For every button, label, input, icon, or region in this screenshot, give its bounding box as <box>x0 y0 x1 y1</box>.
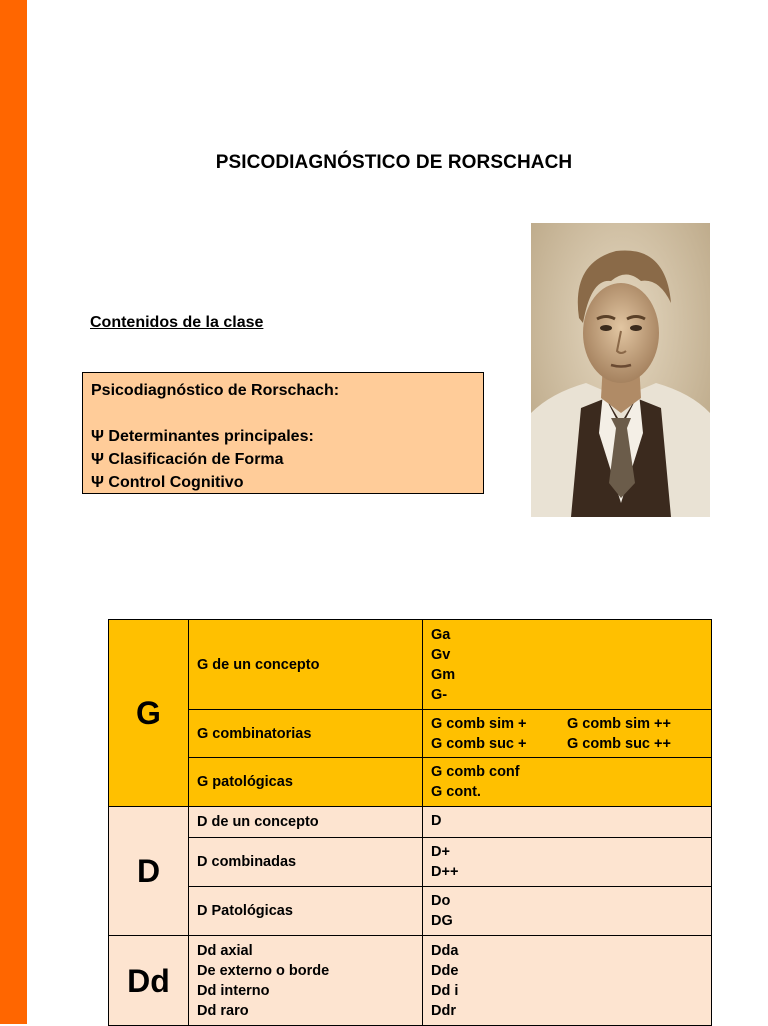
code-item: G cont. <box>431 784 481 800</box>
contents-box <box>82 372 484 494</box>
row-codes <box>423 710 712 758</box>
row-codes <box>423 807 712 838</box>
code-item: DG <box>431 913 453 929</box>
contents-item: Ψ Control Cognitivo <box>91 474 244 491</box>
category-label-g: G <box>109 620 189 807</box>
desc-item: Dd axial <box>197 942 253 959</box>
table-row <box>109 710 712 758</box>
row-codes <box>423 758 712 807</box>
table-row <box>109 758 712 807</box>
row-description: D Patológicas <box>189 887 423 936</box>
code-item: G- <box>431 686 448 703</box>
desc-item: De externo o borde <box>197 962 330 979</box>
code-item: D++ <box>431 864 459 880</box>
page-title: PSICODIAGNÓSTICO DE RORSCHACH <box>215 152 573 173</box>
row-description <box>189 936 423 1026</box>
row-codes <box>423 936 712 1026</box>
code-item: Dde <box>431 962 459 979</box>
row-description: G de un concepto <box>189 620 423 710</box>
table-row <box>109 838 712 887</box>
contents-box-heading: Psicodiagnóstico de Rorschach: <box>91 382 340 399</box>
code-item: Gv <box>431 646 451 663</box>
category-label-d: D <box>109 807 189 936</box>
code-item: Ga <box>431 626 451 643</box>
portrait-illustration <box>531 223 710 517</box>
contents-heading: Contenidos de la clase <box>90 314 264 331</box>
row-codes <box>423 838 712 887</box>
row-codes <box>423 887 712 936</box>
row-description: G combinatorias <box>189 710 423 758</box>
row-description: D de un concepto <box>189 807 423 838</box>
row-codes <box>423 620 712 710</box>
code-item: Gm <box>431 666 456 683</box>
code-item: Dd i <box>431 982 459 999</box>
code-item: Dda <box>431 942 459 959</box>
row-description: D combinadas <box>189 838 423 887</box>
contents-item: Ψ Clasificación de Forma <box>91 451 284 468</box>
code-item: G comb suc + <box>431 735 527 752</box>
desc-item: Dd interno <box>197 982 270 999</box>
localization-table <box>108 619 712 1026</box>
table-row <box>109 807 712 838</box>
code-item: Do <box>431 893 451 909</box>
code-item: D+ <box>431 844 450 860</box>
code-item: G comb sim ++ <box>567 715 671 732</box>
row-description: G patológicas <box>189 758 423 807</box>
code-item: G comb conf <box>431 764 520 780</box>
category-label-dd: Dd <box>109 936 189 1026</box>
code-item: G comb suc ++ <box>567 735 671 752</box>
contents-item: Ψ Determinantes principales: <box>91 428 314 445</box>
code-item: Ddr <box>431 1002 456 1019</box>
table-row <box>109 936 712 1026</box>
portrait-photo <box>531 223 710 517</box>
code-item: D <box>431 813 442 829</box>
table-row <box>109 887 712 936</box>
code-item: G comb sim + <box>431 715 527 732</box>
table-row <box>109 620 712 710</box>
desc-item: Dd raro <box>197 1002 249 1019</box>
